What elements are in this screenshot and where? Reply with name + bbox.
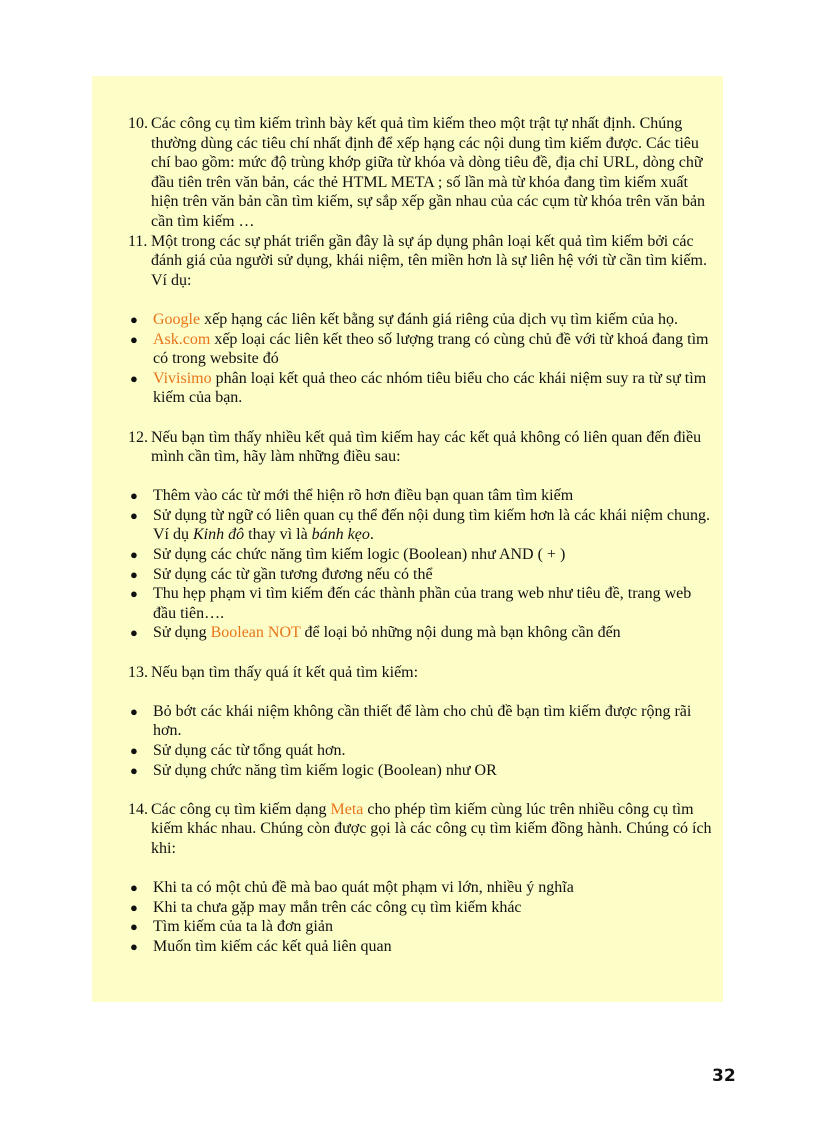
boolean-not-link[interactable]: Boolean NOT xyxy=(210,624,301,642)
list-item-text: Thêm vào các từ mới thể hiện rõ hơn điều bạn quan tâm tìm kiếm xyxy=(153,487,574,505)
list-item xyxy=(128,584,715,623)
list-item xyxy=(128,545,715,565)
list-item-text: Muốn tìm kiếm các kết quả liên quan xyxy=(153,937,392,955)
numbered-item-11 xyxy=(128,232,715,291)
bullet-icon: ● xyxy=(130,938,138,954)
item-number: 14. xyxy=(128,800,148,818)
list-item xyxy=(128,330,715,369)
list-item xyxy=(128,623,715,643)
item-number: 12. xyxy=(128,428,148,446)
list-item-text: Khi ta chưa gặp may mắn trên các công cụ tìm kiếm khác xyxy=(153,898,522,916)
list-item-text: xếp loại các liên kết theo số lượng trang có cùng chủ đề với từ khoá đang tìm có trong website đó xyxy=(153,330,709,368)
bullet-icon: ● xyxy=(130,703,138,719)
meta-link[interactable]: Meta xyxy=(330,800,364,818)
list-item xyxy=(128,486,715,506)
bullet-icon: ● xyxy=(130,586,138,602)
list-item xyxy=(128,565,715,585)
item-number: 13. xyxy=(128,663,148,681)
bullet-icon: ● xyxy=(130,488,138,504)
numbered-item-14 xyxy=(128,800,715,859)
list-item xyxy=(128,741,715,761)
item-14-bullets xyxy=(128,878,715,956)
item-text: Nếu bạn tìm thấy nhiều kết quả tìm kiếm hay các kết quả không có liên quan đến điều mình cần tìm, hãy làm những điều sau: xyxy=(151,428,702,466)
item-12-bullets xyxy=(128,486,715,643)
vivisimo-link[interactable]: Vivisimo xyxy=(153,369,212,387)
list-item-text: Sử dụng từ ngữ có liên quan cụ thể đến nội dung tìm kiếm hơn là các khái niệm chung. Ví dụ Kinh đô thay vì là bánh kẹo. xyxy=(153,506,711,544)
numbered-item-13 xyxy=(128,663,715,683)
bullet-icon: ● xyxy=(130,919,138,935)
item-text: Nếu bạn tìm thấy quá ít kết quả tìm kiếm: xyxy=(151,663,419,681)
list-item-text: Khi ta có một chủ đề mà bao quát một phạm vi lớn, nhiều ý nghĩa xyxy=(153,879,574,897)
bullet-icon: ● xyxy=(130,762,138,778)
list-item xyxy=(128,310,715,330)
list-item-text: Tìm kiếm của ta là đơn giản xyxy=(153,918,333,936)
content-panel xyxy=(92,76,723,1002)
list-item xyxy=(128,702,715,741)
google-link[interactable]: Google xyxy=(153,310,201,328)
item-11-bullets xyxy=(128,310,715,408)
bullet-icon: ● xyxy=(130,625,138,641)
list-item xyxy=(128,937,715,957)
list-item-text: Sử dụng các từ gần tương đương nếu có thể xyxy=(153,565,433,583)
item-number: 10. xyxy=(128,115,148,132)
list-item-text: Sử dụng các từ tổng quát hơn. xyxy=(153,742,346,759)
list-item-text: Sử dụng Boolean NOT để loại bỏ những nội dung mà bạn không cần đến xyxy=(153,624,621,642)
list-item-text: Bỏ bớt các khái niệm không cần thiết để làm cho chủ đề bạn tìm kiếm được rộng rãi hơn. xyxy=(153,702,692,740)
list-item-text: xếp hạng các liên kết bằng sự đánh giá riêng của dịch vụ tìm kiếm của họ. xyxy=(200,310,678,328)
bullet-icon: ● xyxy=(130,370,138,386)
bullet-icon: ● xyxy=(130,547,138,563)
page-number: 32 xyxy=(712,1066,736,1086)
item-text: Các công cụ tìm kiếm dạng Meta cho phép tìm kiếm cùng lúc trên nhiều công cụ tìm kiếm khác nhau. Chúng còn được gọi là các công cụ tìm kiếm đồng hành. Chúng có ích khi: xyxy=(151,800,712,857)
bullet-icon: ● xyxy=(130,331,138,347)
list-item-text: Thu hẹp phạm vi tìm kiếm đến các thành phần của trang web như tiêu đề, trang web đầu tiên…. xyxy=(153,585,692,622)
list-item-text: phân loại kết quả theo các nhóm tiêu biểu cho các khái niệm suy ra từ sự tìm kiếm của bạn. xyxy=(153,369,707,407)
bullet-icon: ● xyxy=(130,507,138,523)
bullet-icon: ● xyxy=(130,743,138,758)
bullet-icon: ● xyxy=(130,880,138,896)
list-item xyxy=(128,917,715,937)
numbered-item-12 xyxy=(128,428,715,467)
list-item-text: Sử dụng chức năng tìm kiếm logic (Boolean) như OR xyxy=(153,761,497,779)
bullet-icon: ● xyxy=(130,899,138,915)
numbered-item-10 xyxy=(128,114,715,232)
list-item xyxy=(128,369,715,408)
bullet-icon: ● xyxy=(130,566,138,582)
list-item xyxy=(128,506,715,545)
item-13-bullets xyxy=(128,702,715,780)
list-item xyxy=(128,898,715,918)
ask-link[interactable]: Ask.com xyxy=(153,330,211,348)
list-item xyxy=(128,878,715,898)
list-item xyxy=(128,761,715,781)
list-item-text: Sử dụng các chức năng tìm kiếm logic (Boolean) như AND ( + ) xyxy=(153,546,566,564)
bullet-icon: ● xyxy=(130,311,138,327)
item-text: Một trong các sự phát triển gần đây là sự áp dụng phân loại kết quả tìm kiếm bởi các đánh giá của người sử dụng, khái niệm, tên miền hơn là sự liên hệ với từ cần tìm kiếm. Ví dụ: xyxy=(151,232,707,289)
item-number: 11. xyxy=(128,232,148,250)
item-text: Các công cụ tìm kiếm trình bày kết quả tìm kiếm theo một trật tự nhất định. Chúng thường dùng các tiêu chí nhất định để xếp hạng các nội dung tìm kiếm được. Các tiêu chí bao gồm: mức độ trùng khớp giữa từ khóa và dòng tiêu đề, địa chỉ URL, dòng chữ đầu tiên trên văn bản, các thẻ HTML META ; số lần mà từ khóa đang tìm kiếm xuất hiện trên văn bản cần tìm kiếm, sự sắp xếp gần nhau của các cụm từ khóa trên văn bản cần tìm kiếm … xyxy=(151,115,706,230)
